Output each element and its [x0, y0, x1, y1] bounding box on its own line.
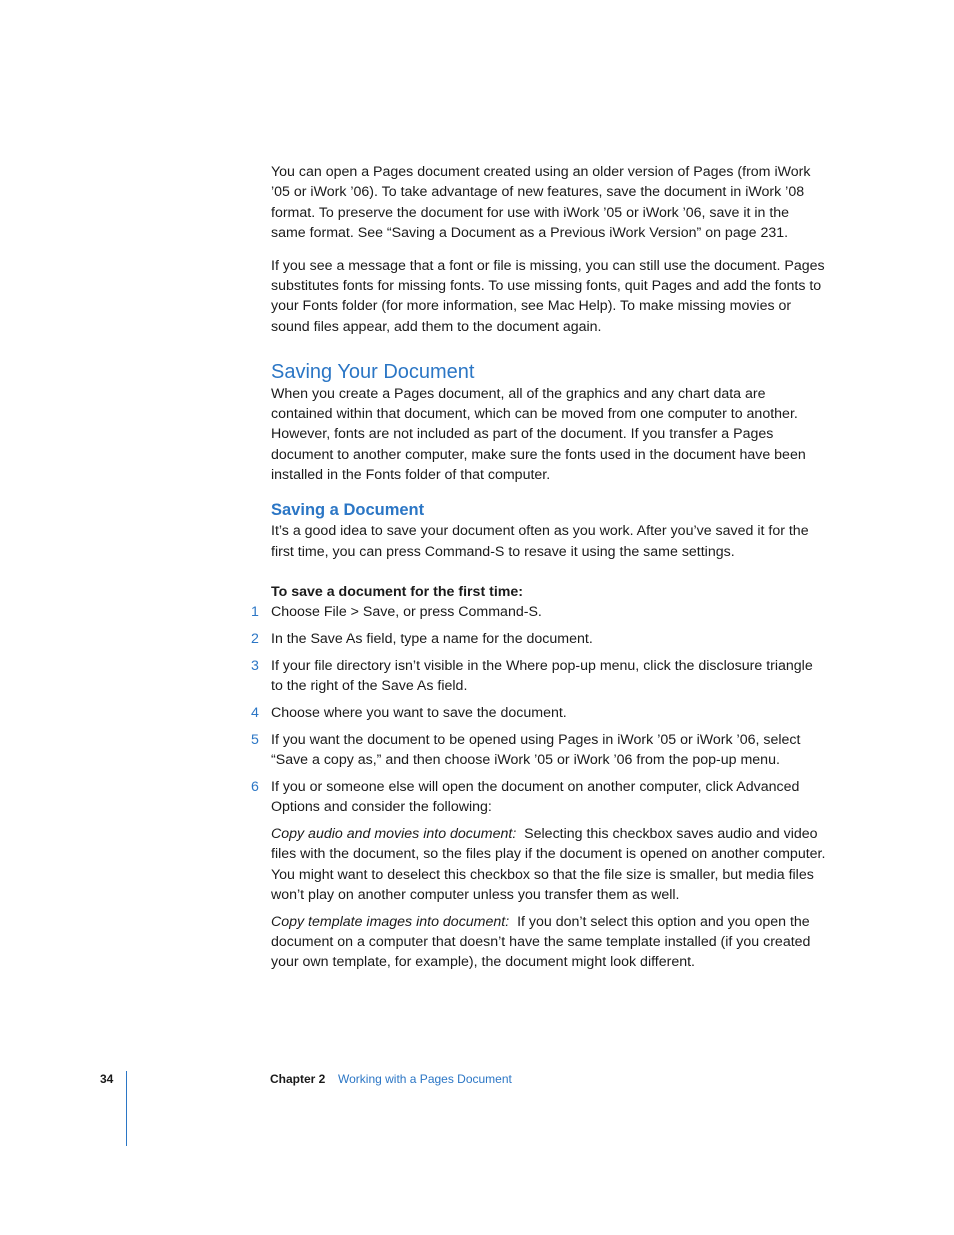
option-text: If you don’t select this option and you open the document on a computer that doesn’t have the same template installed (if you created your own template, for example), the document might look different.: [271, 913, 811, 971]
option-copy-template: [271, 912, 827, 973]
option-label: Copy template images into document:: [271, 913, 510, 930]
step-text: In the Save As field, type a name for the document.: [271, 631, 593, 648]
step-text: If you want the document to be opened using Pages in iWork ’05 or iWork ’06, select “Save a copy as,” and then choose iWork ’05 or iWork ’06 from the pop-up menu.: [271, 731, 801, 769]
section-body: When you create a Pages document, all of the graphics and any chart data are contained within that document, which can be moved from one computer to another. However, fonts are not included as part of the document. If you transfer a Pages document to another computer, make sure the fonts used in the document have been installed in the Fonts folder of that computer.: [271, 385, 806, 484]
step-number: 5: [251, 731, 259, 748]
step-item: [251, 777, 827, 818]
section-heading: Saving Your Document: [271, 360, 475, 383]
subsection-heading: Saving a Document: [271, 501, 425, 520]
page-content: [251, 162, 827, 979]
step-item: [251, 703, 827, 723]
step-number: 6: [251, 778, 259, 795]
option-text: Selecting this checkbox saves audio and video files with the document, so the files play if the document is opened on another computer. You might want to deselect this checkbox so that the file size is smaller, but media files won’t play on another computer unless you transfer them as well.: [271, 825, 826, 903]
intro-paragraph-1: You can open a Pages document created using an older version of Pages (from iWork ’05 or iWork ’06). To take advantage of new features, save the document in iWork ’08 format. To preserve the document for use with iWork ’05 or iWork ’06, save it in the same format. See “Saving a Document as a Previous iWork Version” on page 231.: [271, 164, 811, 241]
option-label: Copy audio and movies into document:: [271, 825, 517, 842]
steps-list: [251, 602, 827, 817]
step-item: [251, 656, 827, 697]
step-text: If you or someone else will open the document on another computer, click Advanced Options and consider the following:: [271, 778, 800, 816]
step-item: [251, 602, 827, 622]
footer-divider: [126, 1071, 127, 1146]
step-number: 4: [251, 704, 259, 721]
step-number: 3: [251, 657, 259, 674]
step-number: 1: [251, 604, 259, 621]
step-item: [251, 730, 827, 771]
option-copy-audio: [271, 824, 827, 905]
step-text: If your file directory isn’t visible in the Where pop-up menu, click the disclosure triangle to the right of the Save As field.: [271, 657, 813, 695]
step-text: Choose where you want to save the document.: [271, 704, 567, 721]
footer-chapter-label: Chapter 2: [270, 1072, 326, 1086]
step-text: Choose File > Save, or press Command-S.: [271, 604, 542, 621]
step-number: 2: [251, 631, 259, 648]
task-heading: To save a document for the first time:: [271, 583, 524, 600]
subsection-body: It’s a good idea to save your document often as you work. After you’ve saved it for the first time, you can press Command-S to resave it using the same settings.: [271, 523, 809, 560]
page-number: 34: [100, 1072, 114, 1086]
step-item: [251, 629, 827, 649]
footer-chapter-title: Working with a Pages Document: [338, 1072, 512, 1086]
intro-paragraph-2: If you see a message that a font or file is missing, you can still use the document. Pages substitutes fonts for missing fonts. To use missing fonts, quit Pages and add the fonts to your Fonts folder (for more information, see Mac Help). To make missing movies or sound files appear, add them to the document again.: [271, 257, 825, 335]
